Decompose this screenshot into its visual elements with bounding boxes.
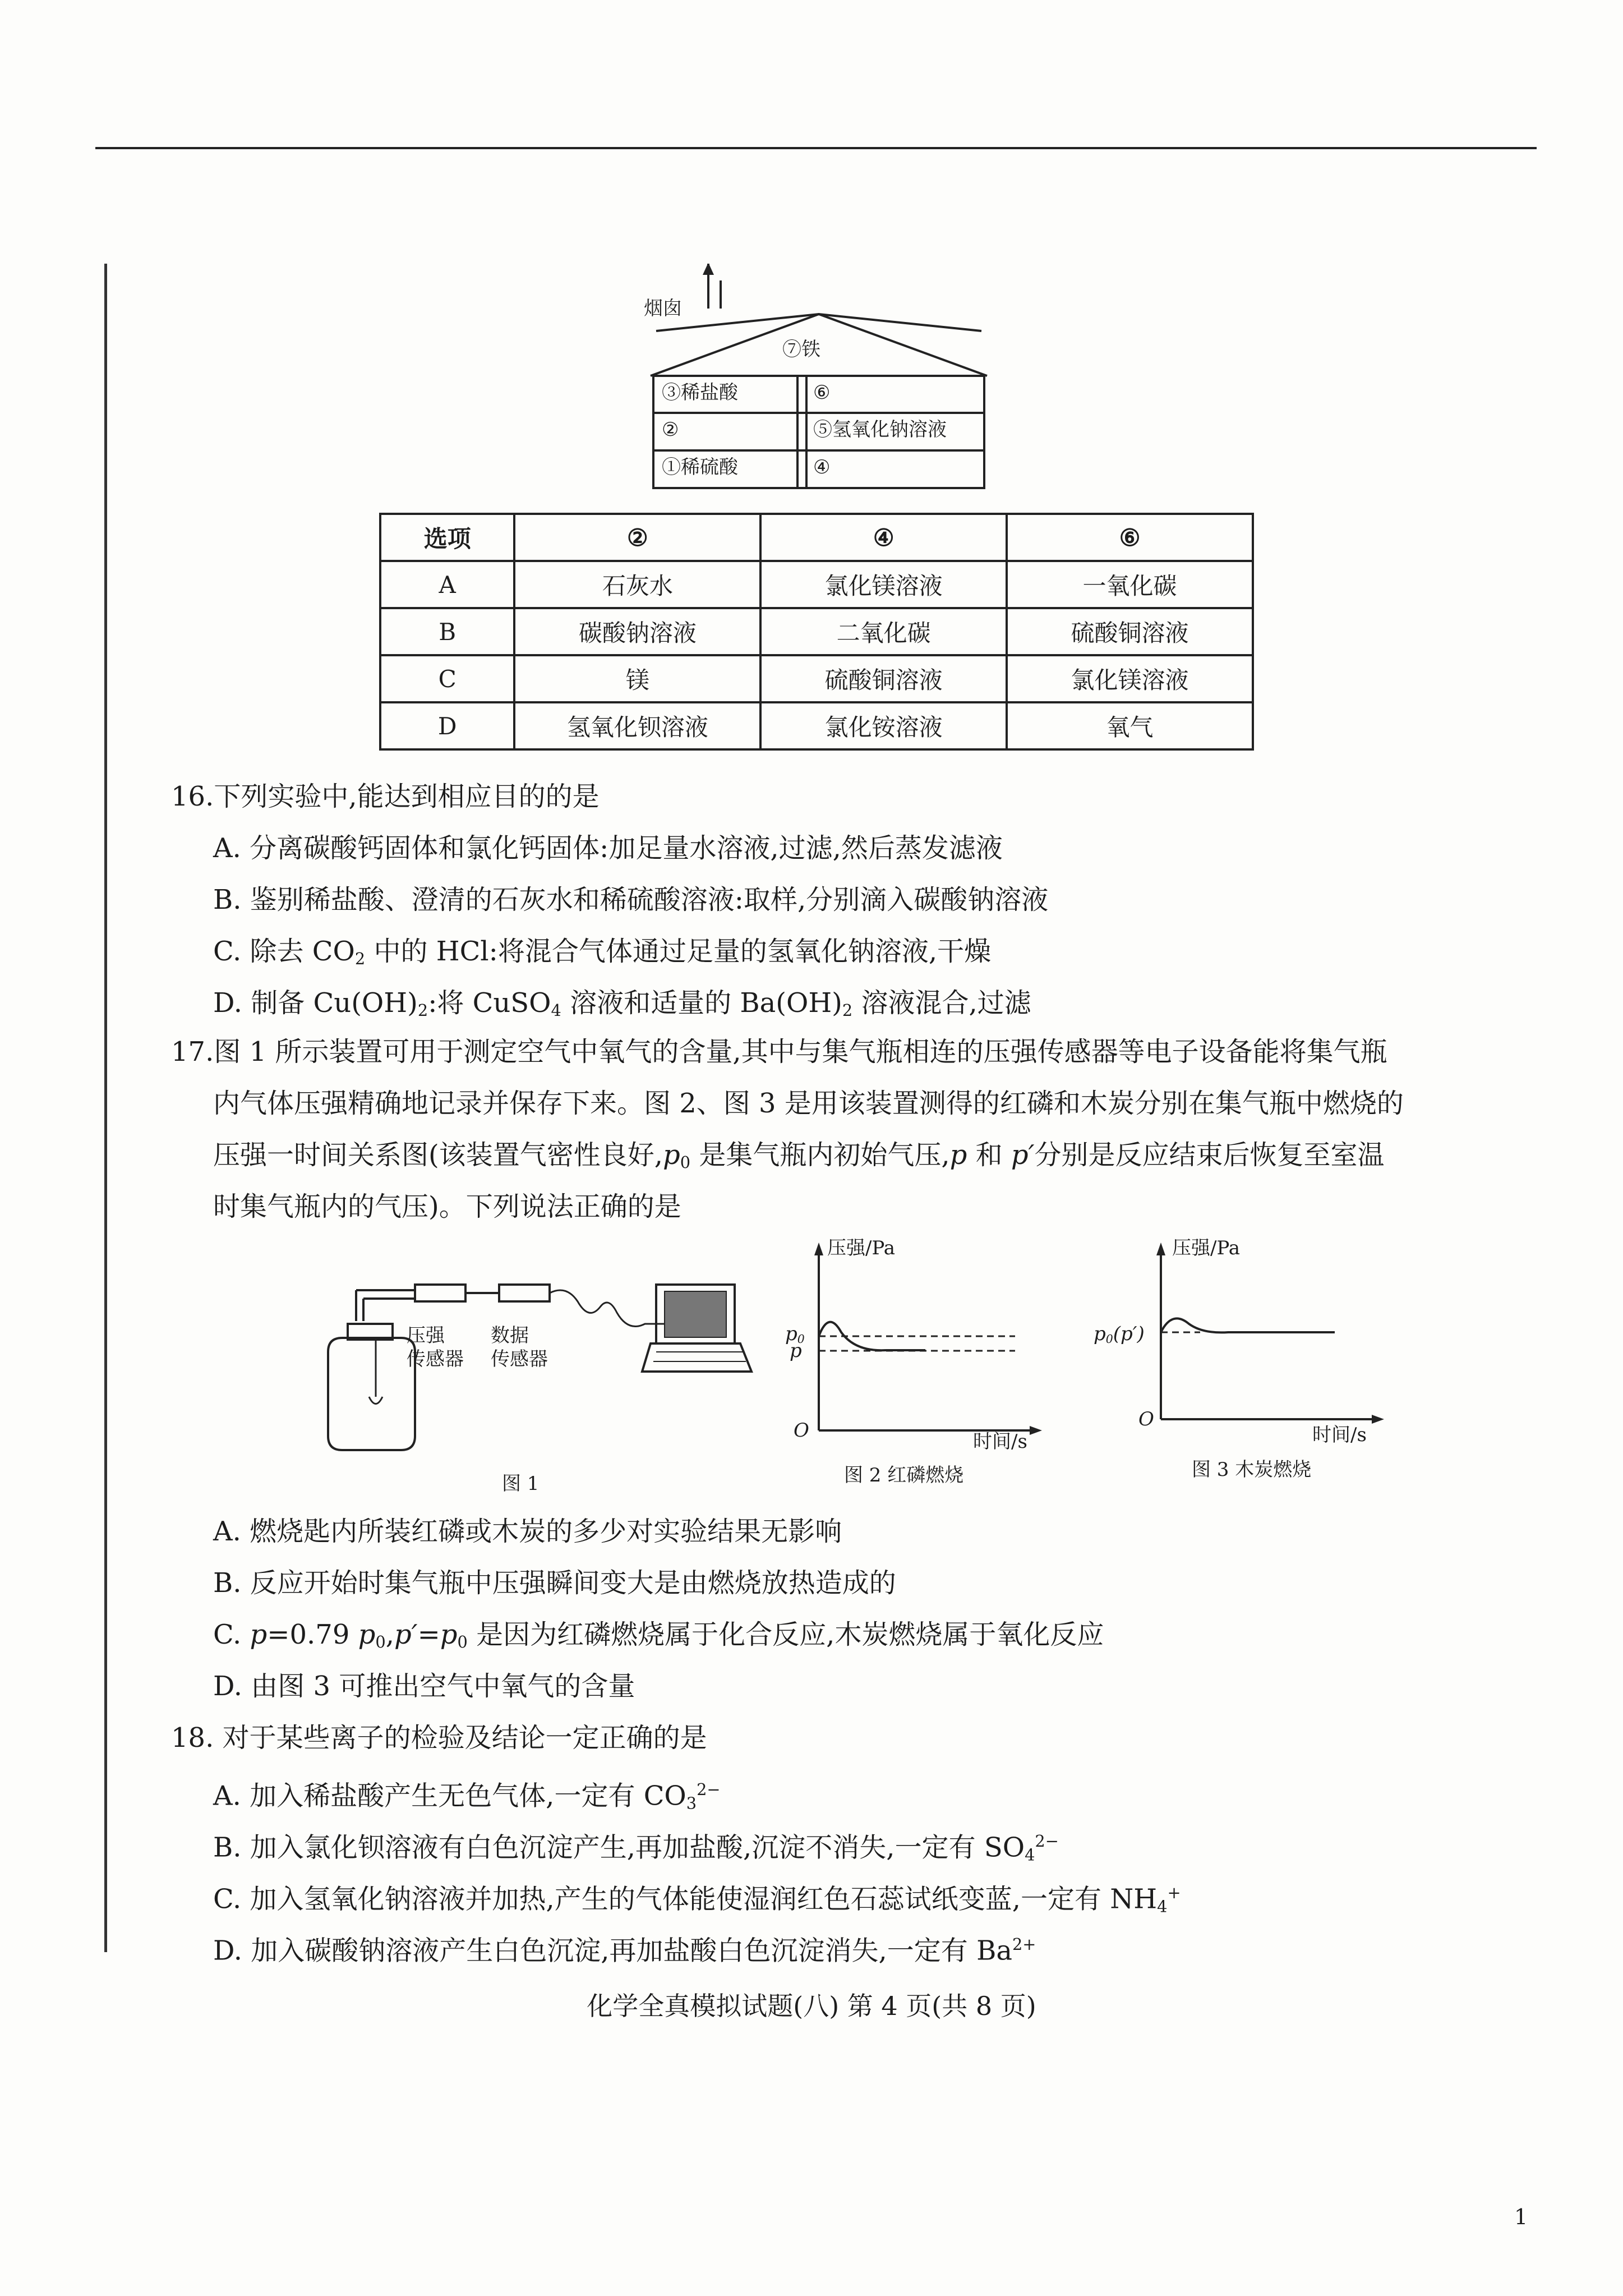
q17-option-b: B. 反应开始时集气瓶中压强瞬间变大是由燃烧放热造成的 — [213, 1567, 896, 1599]
table-row — [380, 655, 1253, 702]
chimney-label: 烟囱 — [644, 297, 682, 320]
fig3-xlabel: 时间/s — [1312, 1424, 1367, 1446]
fig3-caption: 图 3 木炭燃烧 — [1192, 1458, 1312, 1481]
table-header-cell: 选项 — [380, 514, 514, 561]
house-cell-left-3: ①稀硫酸 — [662, 456, 738, 478]
table-cell: C — [380, 655, 514, 702]
table-cell: 碳酸钠溶液 — [514, 608, 760, 655]
q17-line-2: 内气体压强精确地记录并保存下来。图 2、图 3 是用该装置测得的红磷和木炭分别在集气瓶中燃烧的 — [213, 1088, 1404, 1119]
q17-line-4: 时集气瓶内的气压)。下列说法正确的是 — [213, 1191, 681, 1222]
table-cell: B — [380, 608, 514, 655]
fig2-p-label: p — [790, 1340, 802, 1362]
house-cell-left-1: ③稀盐酸 — [662, 381, 738, 404]
page-number: 1 — [1514, 2205, 1528, 2229]
options-table — [379, 513, 1254, 751]
table-header-cell: ⑥ — [1007, 514, 1253, 561]
house-cell-left-2: ② — [662, 418, 679, 441]
table-cell: 硫酸铜溶液 — [1007, 608, 1253, 655]
q17-line-1: 17.图 1 所示装置可用于测定空气中氧气的含量,其中与集气瓶相连的压强传感器等电子设备能将集气瓶 — [171, 1036, 1387, 1068]
pressure-sensor-label: 压强 传感器 — [407, 1324, 464, 1370]
q16-option-b: B. 鉴别稀盐酸、澄清的石灰水和稀硫酸溶液:取样,分别滴入碳酸钠溶液 — [213, 884, 1049, 915]
fig2-xlabel: 时间/s — [973, 1430, 1027, 1453]
q16-option-d: D. 制备 $Cu(OH)_2$:将 CuSO$_4$ 溶液和适量的 $Ba(OH)_2$ 溶液混合,过滤 — [213, 987, 1031, 1020]
table-cell: 一氧化碳 — [1007, 561, 1253, 608]
fig2-caption: 图 2 红磷燃烧 — [844, 1464, 964, 1487]
q18-stem: 18. 对于某些离子的检验及结论一定正确的是 — [171, 1722, 707, 1754]
table-cell: 镁 — [514, 655, 760, 702]
table-cell: 氯化镁溶液 — [760, 561, 1007, 608]
fig3-charcoal-chart — [1150, 1240, 1385, 1447]
fig1-caption: 图 1 — [502, 1473, 540, 1495]
roof-label: ⑦铁 — [782, 338, 820, 361]
fig2-ylabel: 压强/Pa — [827, 1237, 896, 1259]
house-cell-right-1: ⑥ — [813, 381, 831, 404]
table-cell: 石灰水 — [514, 561, 760, 608]
table-header-cell: ② — [514, 514, 760, 561]
fig2-red-phosphorus-chart — [808, 1240, 1043, 1447]
q17-line-3: 压强一时间关系图(该装置气密性良好$,p_0$ 是集气瓶内初始气压,p 和 p′分别是反应结束后恢复至室温 — [213, 1139, 1385, 1172]
fig3-origin: O — [1138, 1408, 1154, 1430]
table-cell: 氢氧化钡溶液 — [514, 702, 760, 749]
q16-stem: 16.下列实验中,能达到相应目的的是 — [171, 781, 600, 812]
margin-bar — [104, 264, 107, 1952]
data-sensor-label: 数据 传感器 — [491, 1324, 548, 1370]
house-cell-right-2: ⑤氢氧化钠溶液 — [813, 418, 947, 441]
table-cell: 氯化镁溶液 — [1007, 655, 1253, 702]
page-footer: 化学全真模拟试题(八) 第 4 页(共 8 页) — [587, 1991, 1036, 2021]
table-row — [380, 561, 1253, 608]
q16-option-a: A. 分离碳酸钙固体和氯化钙固体:加足量水溶液,过滤,然后蒸发滤液 — [213, 832, 1003, 864]
table-header-row — [380, 514, 1253, 561]
table-cell: 二氧化碳 — [760, 608, 1007, 655]
table-row — [380, 702, 1253, 749]
fig3-ylabel: 压强/Pa — [1172, 1237, 1241, 1259]
table-cell: 氧气 — [1007, 702, 1253, 749]
q18-option-b: B. 加入氯化钡溶液有白色沉淀产生,再加盐酸,沉淀不消失,一定有 $SO_4^{2-}$ — [213, 1832, 1059, 1865]
table-header-cell: ④ — [760, 514, 1007, 561]
fig2-origin: O — [794, 1419, 809, 1442]
table-cell: A — [380, 561, 514, 608]
q16-option-c: C. 除去 $CO_2$ 中的 HCl:将混合气体通过足量的氢氧化钠溶液,干燥 — [213, 936, 992, 969]
q18-option-c: C. 加入氢氧化钠溶液并加热,产生的气体能使湿润红色石蕊试纸变蓝,一定有 $NH_4^+$ — [213, 1883, 1181, 1916]
house-cell-right-3: ④ — [813, 456, 831, 478]
fig3-p0-label: $p_0(p')$ — [1094, 1323, 1145, 1346]
fig2-p0-label: $p_0$ — [785, 1323, 805, 1346]
q17-option-c: C. p=0.79 $p_0,p'=p_0$ 是因为红磷燃烧属于化合反应,木炭燃烧属于氧化反应 — [213, 1619, 1104, 1652]
table-cell: 氯化铵溶液 — [760, 702, 1007, 749]
table-cell: 硫酸铜溶液 — [760, 655, 1007, 702]
q17-option-d: D. 由图 3 可推出空气中氧气的含量 — [213, 1671, 635, 1702]
q18-option-d: D. 加入碳酸钠溶液产生白色沉淀,再加盐酸白色沉淀消失,一定有 $Ba^{2+}$ — [213, 1935, 1036, 1967]
q18-option-a: A. 加入稀盐酸产生无色气体,一定有 $CO_3^{2-}$ — [213, 1780, 721, 1813]
table-row — [380, 608, 1253, 655]
q17-option-a: A. 燃烧匙内所装红磷或木炭的多少对实验结果无影响 — [213, 1516, 842, 1547]
table-cell: D — [380, 702, 514, 749]
header-rule — [95, 147, 1537, 149]
